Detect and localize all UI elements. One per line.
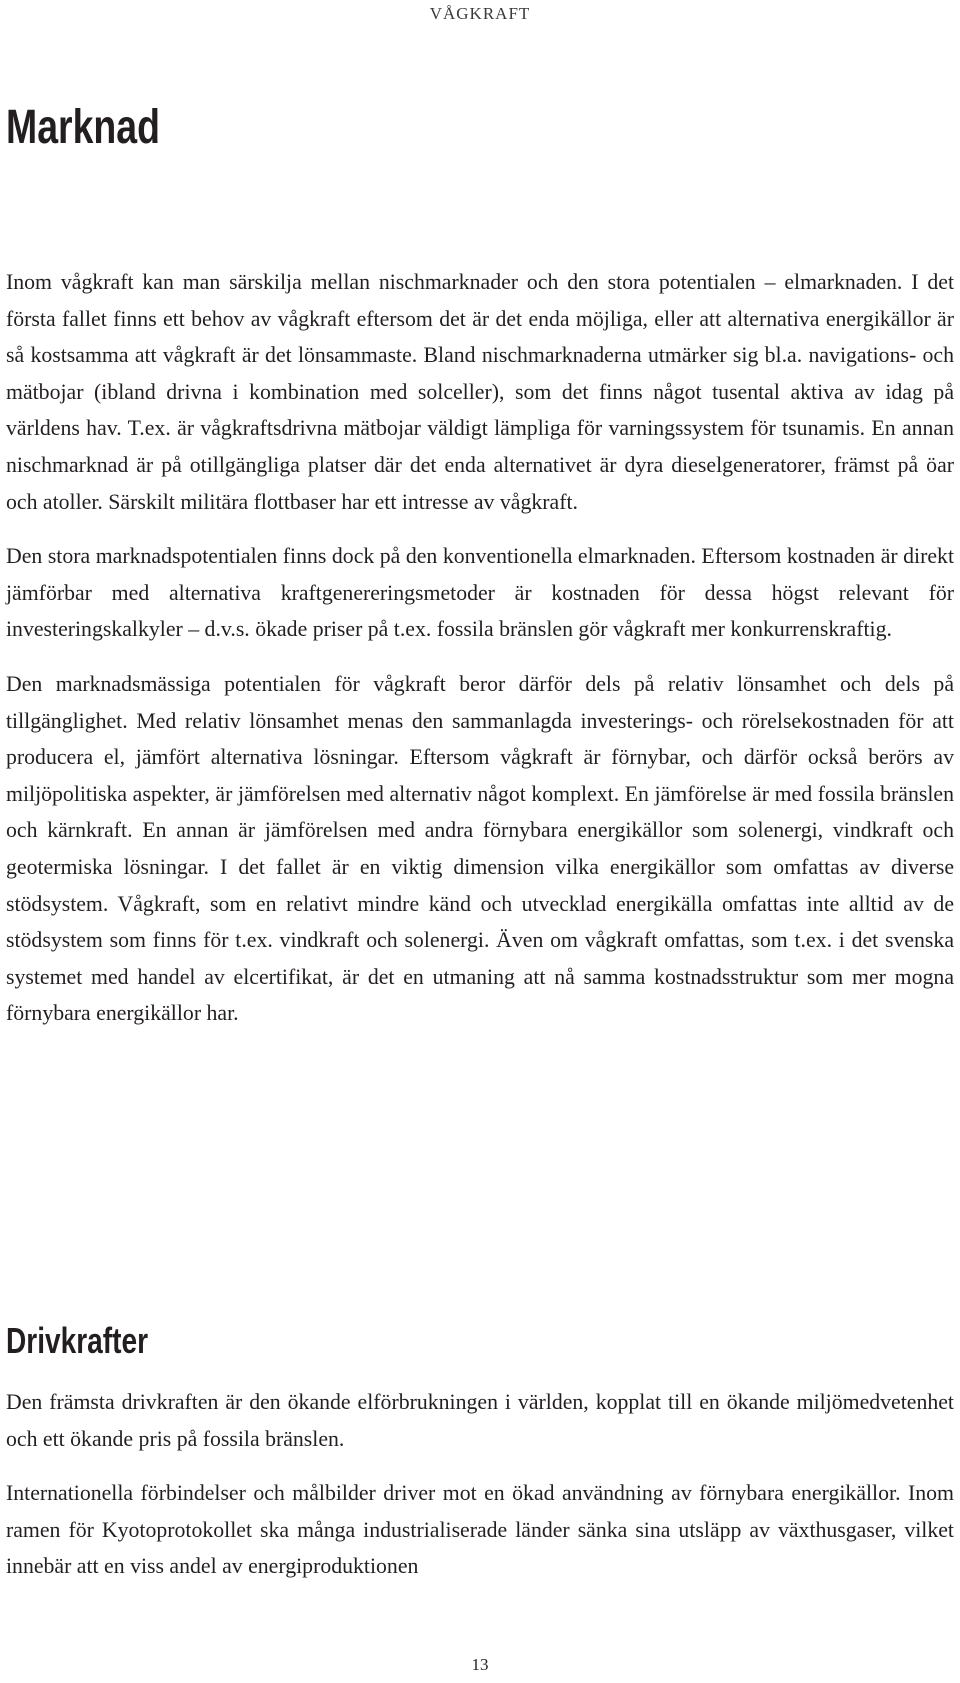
section-body-drivkrafter — [6, 1384, 954, 1603]
section-body-marknad — [6, 264, 954, 1050]
paragraph: Inom vågkraft kan man särskilja mellan nischmarknader och den stora potentialen – elmarknaden. I det första fallet finns ett behov av vågkraft eftersom det är det enda möjliga, eller att alternativa energikällor är så kostsamma att vågkraft är det lönsammaste. Bland nischmarknaderna utmärker sig bl.a. navigations- och mätbojar (ibland drivna i kombination med solceller), som det finns något tusental aktiva av idag på världens hav. T.ex. är vågkraftsdrivna mätbojar väldigt lämpliga för varningssystem för tsunamis. En annan nischmarknad är på otillgängliga platser där det enda alternativet är dyra dieselgeneratorer, främst på öar och atoller. Särskilt militära flottbaser har ett intresse av vågkraft. — [6, 270, 954, 514]
section-heading-drivkrafter: Drivkrafter — [6, 1320, 149, 1361]
paragraph: Den stora marknadspotentialen finns dock på den konventionella elmarknaden. Eftersom kostnaden är direkt jämförbar med alternativa kraftgenereringsmetoder är kostnaden för dessa högst relevant för investeringskalkyler – d.v.s. ökade priser på t.ex. fossila bränslen gör vågkraft mer konkurrenskraftig. — [6, 544, 954, 642]
running-header: VÅGKRAFT — [429, 4, 531, 23]
section-heading-marknad: Marknad — [6, 101, 160, 154]
paragraph: Internationella förbindelser och målbilder driver mot en ökad användning av förnybara energikällor. Inom ramen för Kyotoprotokollet ska många industrialiserade länder sänka sina utsläpp av växthusgaser, vilket innebär att en viss andel av energiproduktionen — [6, 1481, 954, 1579]
page-number: 13 — [471, 1655, 489, 1674]
paragraph: Den främsta drivkraften är den ökande elförbrukningen i världen, kopplat till en ökande miljömedvetenhet och ett ökande pris på fossila bränslen. — [6, 1390, 954, 1451]
paragraph: Den marknadsmässiga potentialen för vågkraft beror därför dels på relativ lönsamhet och dels på tillgänglighet. Med relativ lönsamhet menas den sammanlagda investerings- och rörelsekostnaden för att producera el, jämfört alternativa lösningar. Eftersom vågkraft är förnybar, och därför också berörs av miljöpolitiska aspekter, är jämförelsen med alternativ något komplext. En jämförelse är med fossila bränslen och kärnkraft. En annan är jämförelsen med andra förnybara energikällor som solenergi, vindkraft och geotermiska lösningar. I det fallet är en viktig dimension vilka energikällor som omfattas av diverse stödsystem. Vågkraft, som en relativt mindre känd och utvecklad energikälla omfattas inte alltid av de stödsystem som finns för t.ex. vindkraft och solenergi. Även om vågkraft omfattas, som t.ex. i det svenska systemet med handel av elcertifikat, är det en utmaning att nå samma kostnadsstruktur som mer mogna förnybara energikällor har. — [6, 671, 954, 1026]
